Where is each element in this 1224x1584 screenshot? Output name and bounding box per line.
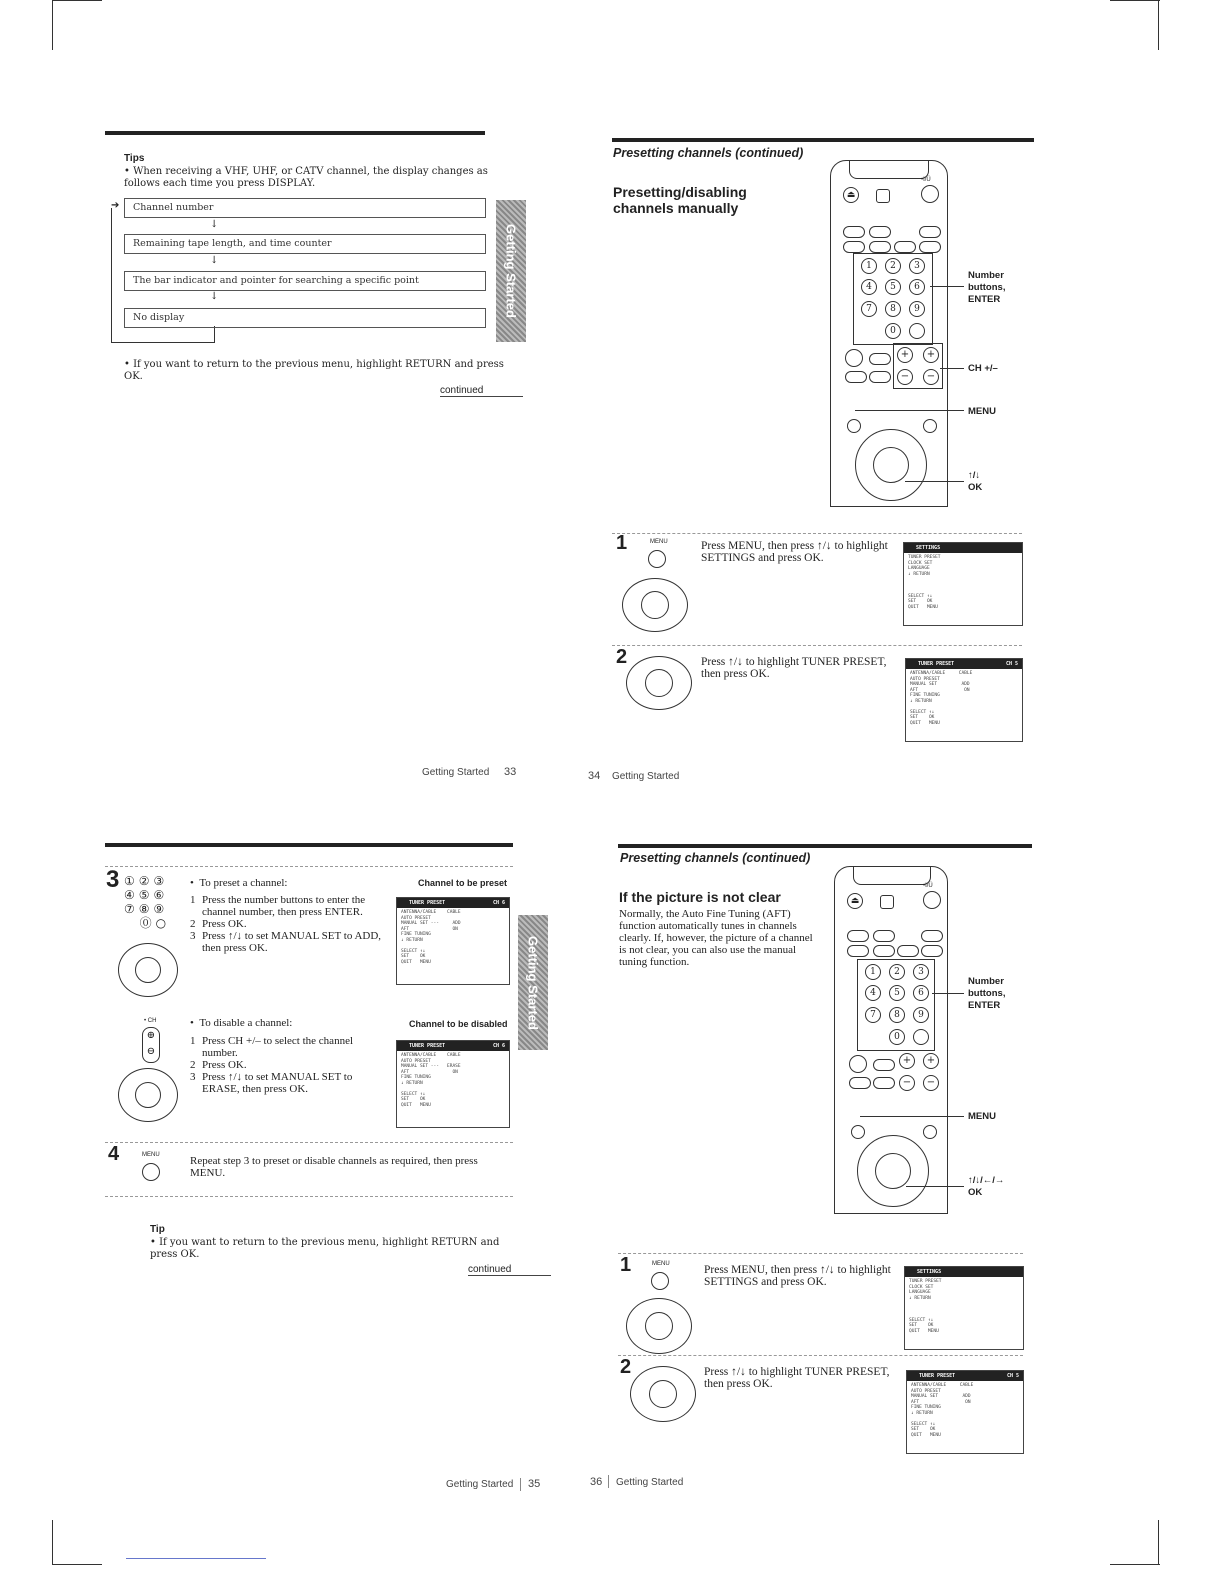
flow-box-tape-length: Remaining tape length, and time counter — [124, 234, 486, 254]
osd-title — [907, 1371, 1023, 1381]
step-divider — [612, 645, 1022, 646]
bullet-disable-text: To disable a channel: — [199, 1017, 293, 1029]
side-tab — [496, 200, 526, 342]
osd-settings — [903, 542, 1023, 626]
remote-control — [834, 866, 948, 1214]
number-button-9: 9 — [913, 1007, 929, 1023]
volume-plus-button: + — [899, 1053, 915, 1069]
step-1-number: 1 — [616, 532, 628, 554]
flow-box-channel-number: Channel number — [124, 198, 486, 218]
jog-dial — [855, 429, 927, 501]
number-button-8: 8 — [889, 1007, 905, 1023]
jog-dial-icon — [626, 656, 692, 710]
step-3-number: 3 — [106, 866, 120, 893]
remote-top-panel — [849, 160, 929, 179]
crop-mark — [1158, 1520, 1159, 1565]
tip-text-content: When receiving a VHF, UHF, or CATV channel, the display changes as follows each time you press DISPLAY. — [124, 166, 488, 189]
remote-pill-button — [873, 930, 895, 942]
remote-pill-button — [869, 371, 891, 383]
osd-lines: ANTENNA/CABLE CABLE AUTO PRESET MANUAL SET ADD AFT ON FINE TUNING ↓ RETURN SELECT ↑↓ SET OK QUIT MENU — [910, 671, 973, 726]
number-button-9: 9 — [909, 301, 925, 317]
flow-loop-arrowhead: ➔ — [111, 200, 120, 211]
callout-line — [905, 481, 964, 482]
power-button — [923, 891, 941, 909]
remote-pill-button — [849, 1077, 871, 1089]
ok-button — [875, 1153, 911, 1189]
tv-video-button — [876, 189, 890, 203]
tip-return-content: If you want to return to the previous menu, highlight RETURN and press OK. — [124, 359, 504, 382]
eject-button: ⏏ — [847, 893, 863, 909]
preset-step-text: Press ↑/↓ to set MANUAL SET to ADD, then press OK. — [202, 930, 382, 954]
ch-button-icon: ⊕ ⊖ — [142, 1027, 160, 1063]
flow-arrow: ↓ — [210, 291, 219, 302]
number-pad-icon: ①②③ ④⑤⑥ ⑦⑧⑨ ⓪○ — [124, 874, 171, 930]
preset-steps — [190, 894, 385, 954]
osd-title-text: TUNER PRESET — [919, 1373, 956, 1379]
number-button-0: 0 — [889, 1029, 905, 1045]
remote-pill-button — [919, 226, 941, 238]
osd-channel: CH 6 — [492, 1043, 505, 1049]
ch-minus-button: − — [923, 369, 939, 385]
preset-step: 1 Press the number buttons to enter the channel number, then press ENTER. — [190, 894, 385, 918]
menu-button-icon — [142, 1163, 160, 1181]
osd-lines: TUNER PRESET CLOCK SET LANGUAGE ↓ RETURN SELECT ↑↓ SET OK QUIT MENU — [909, 1279, 942, 1334]
menu-label: MENU — [652, 1261, 670, 1267]
callout-menu: MENU — [968, 1111, 996, 1122]
number-button-3: 3 — [909, 258, 925, 274]
menu-label: MENU — [142, 1152, 160, 1158]
flow-loop-line — [214, 326, 215, 343]
osd-tuner-preset — [906, 1370, 1024, 1454]
osd-title — [906, 659, 1022, 669]
number-button-2: 2 — [885, 258, 901, 274]
callout-menu: MENU — [968, 406, 996, 417]
remote-pill-button — [843, 226, 865, 238]
step-divider — [105, 866, 513, 867]
callout-line — [906, 1186, 964, 1187]
remote-pill-button — [873, 945, 895, 957]
remote-pill-button — [847, 945, 869, 957]
osd-title — [397, 898, 509, 908]
callout-arrows: ↑/↓ — [968, 470, 981, 481]
power-label: •I/Ü — [921, 177, 931, 183]
step-4-text: Repeat step 3 to preset or disable channels as required, then press MENU. — [190, 1155, 478, 1179]
remote-round-button — [923, 419, 937, 433]
osd-disable — [396, 1040, 510, 1128]
number-button-6: 6 — [909, 279, 925, 295]
osd-lines: ANTENNA/CABLE CABLE AUTO PRESET MANUAL SET --- ADD AFT ON FINE TUNING ↓ RETURN SELECT ↑↓ SET OK QUIT MENU — [401, 910, 461, 965]
step-1-text: Press MENU, then press ↑/↓ to highlight SETTINGS and press OK. — [704, 1264, 891, 1288]
callout-line — [940, 368, 964, 369]
side-tab — [518, 915, 548, 1050]
number-button-7: 7 — [865, 1007, 881, 1023]
step-1-text: Press MENU, then press ↑/↓ to highlight SETTINGS and press OK. — [701, 540, 888, 564]
tip-return: • If you want to return to the previous menu, highlight RETURN and press OK. — [124, 359, 504, 382]
callout-line — [855, 410, 964, 411]
disable-step: 2 Press OK. — [190, 1059, 385, 1071]
power-label: •I/Ü — [923, 883, 933, 889]
jog-dial-icon — [626, 1298, 692, 1354]
ok-button-icon — [135, 1082, 161, 1108]
ok-button-icon — [645, 669, 673, 697]
footer-label: Getting Started — [422, 767, 490, 778]
crop-mark — [52, 0, 102, 1]
callout-line — [930, 286, 964, 287]
continued-label: continued — [468, 1264, 551, 1276]
preset-step: 2 Press OK. — [190, 918, 385, 930]
callout-number-buttons: Number buttons, ENTER — [968, 270, 1006, 305]
flow-loop-line — [111, 342, 215, 343]
disable-step: 3 Press ↑/↓ to set MANUAL SET to ERASE, then press OK. — [190, 1071, 385, 1095]
remote-pill-button — [869, 353, 891, 365]
ch-plus-button: + — [923, 1053, 939, 1069]
enter-button — [913, 1029, 929, 1045]
callout-ch: CH +/– — [968, 363, 998, 374]
bullet-preset: • To preset a channel: — [190, 877, 288, 889]
remote-pill-button — [873, 1077, 895, 1089]
ok-button-icon — [645, 1312, 673, 1340]
flow-box-bar-indicator: The bar indicator and pointer for searching a specific point — [124, 271, 486, 291]
remote-pill-button — [869, 241, 891, 253]
crop-mark — [52, 1564, 102, 1565]
remote-pill-button — [843, 241, 865, 253]
number-button-1: 1 — [861, 258, 877, 274]
number-button-6: 6 — [913, 985, 929, 1001]
remote-control — [830, 160, 948, 507]
osd-title-text: TUNER PRESET — [409, 900, 446, 906]
intro-text: Normally, the Auto Fine Tuning (AFT) function automatically tunes in channels clearly. If, however, the picture of a channel is not clear, you can also use the manual tuning function. — [619, 908, 813, 968]
osd-channel: CH 6 — [492, 900, 505, 906]
ch-minus-button: − — [923, 1075, 939, 1091]
bullet-disable: • To disable a channel: — [190, 1017, 293, 1029]
callout-line — [860, 1116, 964, 1117]
jog-dial-icon — [630, 1366, 696, 1422]
disable-column-head: Channel to be disabled — [409, 1019, 508, 1029]
osd-lines: ANTENNA/CABLE CABLE AUTO PRESET MANUAL SET --- ERASE AFT ON FINE TUNING ↓ RETURN SELECT ↑↓ SET OK QUIT MENU — [401, 1053, 461, 1108]
disable-step-text: Press ↑/↓ to set MANUAL SET to ERASE, then press OK. — [202, 1071, 353, 1095]
crop-mark — [1110, 1564, 1160, 1565]
footer-page-number: 36 — [590, 1476, 603, 1488]
osd-lines: TUNER PRESET CLOCK SET LANGUAGE ↓ RETURN SELECT ↑↓ SET OK QUIT MENU — [908, 555, 941, 610]
osd-channel: CH 5 — [1005, 661, 1018, 667]
menu-label: MENU — [650, 539, 668, 545]
disable-step-text: Press OK. — [202, 1059, 247, 1071]
tip-text: • If you want to return to the previous menu, highlight RETURN and press OK. — [150, 1237, 500, 1260]
footer-divider — [608, 1475, 609, 1488]
volume-plus-button: + — [897, 347, 913, 363]
remote-pill-button — [894, 241, 916, 253]
menu-button — [851, 1125, 865, 1139]
side-tab-label: Getting Started — [525, 935, 541, 1030]
remote-round-button — [923, 1125, 937, 1139]
ch-label: • CH — [144, 1018, 157, 1024]
remote-round-button — [845, 349, 863, 367]
remote-round-button — [849, 1055, 867, 1073]
crop-mark — [1158, 0, 1159, 50]
step-2-text: Press ↑/↓ to highlight TUNER PRESET, then press OK. — [701, 656, 887, 680]
remote-pill-button — [845, 371, 867, 383]
number-button-3: 3 — [913, 964, 929, 980]
disable-steps — [190, 1035, 385, 1095]
step-2-number: 2 — [620, 1356, 632, 1378]
footer-label: Getting Started — [616, 1477, 684, 1488]
step-divider — [618, 1355, 1023, 1356]
step-divider — [612, 533, 1022, 534]
step-4-number: 4 — [108, 1143, 120, 1165]
ok-button-icon — [641, 591, 669, 619]
volume-minus-button: − — [897, 369, 913, 385]
footer-page-number: 33 — [504, 766, 517, 778]
footer-divider — [520, 1478, 521, 1491]
number-button-7: 7 — [861, 301, 877, 317]
tips-title: Tips — [124, 153, 145, 164]
power-button — [921, 185, 939, 203]
preset-step-text: Press the number buttons to enter the channel number, then press ENTER. — [202, 894, 366, 918]
footer-label: Getting Started — [446, 1479, 514, 1490]
callout-ok: OK — [968, 1187, 983, 1198]
crop-mark — [1110, 0, 1160, 1]
tip-title: Tip — [150, 1224, 165, 1235]
crop-mark — [52, 1520, 53, 1565]
enter-button — [909, 323, 925, 339]
tip-text-content: If you want to return to the previous menu, highlight RETURN and press OK. — [150, 1237, 500, 1260]
section-header: Presetting channels (continued) — [620, 851, 811, 865]
step-divider — [105, 1196, 513, 1197]
callout-ok: OK — [968, 482, 983, 493]
top-rule — [612, 138, 1034, 142]
number-button-5: 5 — [889, 985, 905, 1001]
osd-channel: CH 5 — [1006, 1373, 1019, 1379]
footer-page-number: 35 — [528, 1478, 541, 1490]
jog-dial-icon — [118, 1068, 178, 1122]
number-button-0: 0 — [885, 323, 901, 339]
top-rule — [618, 844, 1032, 848]
number-button-1: 1 — [865, 964, 881, 980]
step-1-number: 1 — [620, 1254, 632, 1276]
remote-pill-button — [873, 1059, 895, 1071]
bullet-preset-text: To preset a channel: — [199, 877, 288, 889]
preset-step: 3 Press ↑/↓ to set MANUAL SET to ADD, then press OK. — [190, 930, 385, 954]
remote-pill-button — [921, 930, 943, 942]
tv-video-button — [880, 895, 894, 909]
footer-label: Getting Started — [612, 771, 680, 782]
preset-step-text: Press OK. — [202, 918, 247, 930]
callout-arrows: ↑/↓/←/→ — [968, 1175, 1005, 1186]
ok-button — [873, 447, 909, 483]
side-tab-label: Getting Started — [503, 224, 519, 318]
jog-dial-icon — [118, 943, 178, 997]
step-2-text: Press ↑/↓ to highlight TUNER PRESET, then press OK. — [704, 1366, 890, 1390]
remote-pill-button — [921, 945, 943, 957]
remote-pill-button — [897, 945, 919, 957]
osd-preset — [396, 897, 510, 985]
callout-line — [932, 993, 964, 994]
top-rule — [105, 843, 513, 847]
disable-step-text: Press CH +/– to select the channel number. — [202, 1035, 354, 1059]
number-button-8: 8 — [885, 301, 901, 317]
number-button-4: 4 — [865, 985, 881, 1001]
number-button-5: 5 — [885, 279, 901, 295]
flow-arrow: ↓ — [210, 255, 219, 266]
footer-page-number: 34 — [588, 770, 601, 782]
osd-lines: ANTENNA/CABLE CABLE AUTO PRESET MANUAL SET ADD AFT ON FINE TUNING ↓ RETURN SELECT ↑↓ SET OK QUIT MENU — [911, 1383, 974, 1438]
page-heading: Presetting/disabling channels manually — [613, 184, 747, 216]
ch-plus-button: + — [923, 347, 939, 363]
osd-title-text: TUNER PRESET — [409, 1043, 446, 1049]
flow-loop-line — [111, 208, 112, 343]
flow-box-no-display: No display — [124, 308, 486, 328]
continued-label: continued — [440, 385, 523, 397]
disable-step: 1 Press CH +/– to select the channel number. — [190, 1035, 385, 1059]
remote-pill-button — [847, 930, 869, 942]
osd-title: SETTINGS — [905, 1267, 1023, 1277]
osd-settings — [904, 1266, 1024, 1350]
eject-button: ⏏ — [843, 187, 859, 203]
flow-arrow: ↓ — [210, 219, 219, 230]
jog-dial — [857, 1135, 929, 1207]
preset-column-head: Channel to be preset — [418, 878, 508, 888]
osd-title-text: TUNER PRESET — [918, 661, 955, 667]
step-divider — [105, 1142, 513, 1143]
osd-tuner-preset — [905, 658, 1023, 742]
remote-top-panel — [853, 866, 931, 885]
number-button-2: 2 — [889, 964, 905, 980]
remote-pill-button — [919, 241, 941, 253]
ok-button-icon — [649, 1380, 677, 1408]
osd-title — [397, 1041, 509, 1051]
volume-minus-button: − — [899, 1075, 915, 1091]
tip-text: • When receiving a VHF, UHF, or CATV channel, the display changes as follows each time you press DISPLAY. — [124, 166, 488, 189]
ok-button-icon — [135, 957, 161, 983]
menu-button — [847, 419, 861, 433]
number-button-4: 4 — [861, 279, 877, 295]
step-2-number: 2 — [616, 646, 628, 668]
section-header: Presetting channels (continued) — [613, 146, 804, 160]
top-rule — [105, 131, 485, 135]
menu-button-icon — [648, 550, 666, 568]
menu-button-icon — [651, 1272, 669, 1290]
callout-number-buttons: Number buttons, ENTER — [968, 976, 1006, 1011]
page-heading: If the picture is not clear — [619, 889, 781, 905]
crop-mark — [52, 0, 53, 50]
step-divider — [618, 1253, 1023, 1254]
jog-dial-icon — [622, 578, 688, 632]
osd-title: SETTINGS — [904, 543, 1022, 553]
remote-pill-button — [869, 226, 891, 238]
bottom-link-line — [126, 1558, 266, 1559]
